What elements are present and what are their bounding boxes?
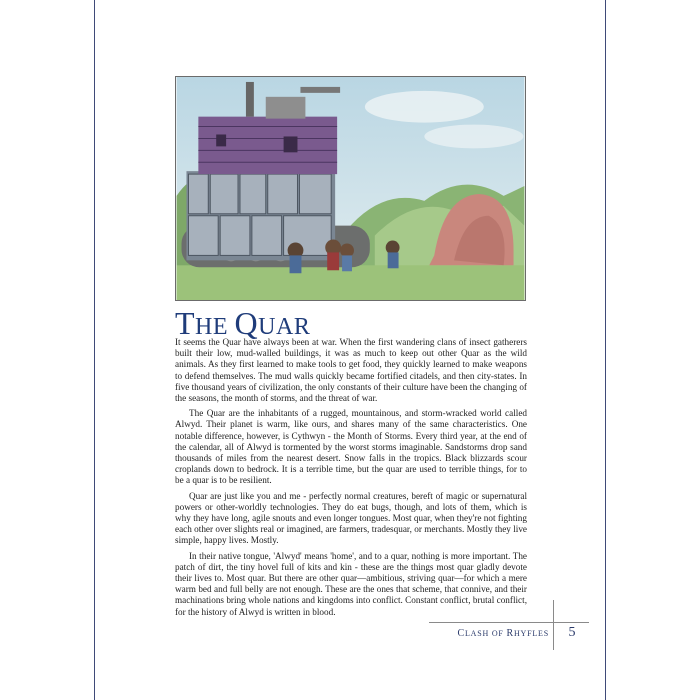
body-paragraph-1: It seems the Quar have always been at war. When the first wandering clans of insect gatherers built their low, mud-walled buildings, it was as much to keep out other Quar as the wild animals. As they first learned to make tools to get food, they quickly learned to make weapons to defend themselves. The mud walls quickly became fortified citadels, and then city-states. In five thousand years of civilization, the only constants of their culture have been the changing of the seasons, the month of storms, and the threat of war. (175, 337, 527, 404)
heading-small-caps-2: UAR (258, 314, 311, 340)
footer-book-title (431, 628, 549, 639)
book-page (94, 0, 606, 700)
footer-title-r: R (506, 628, 514, 639)
footer-title-hyfles: HYFLES (513, 629, 549, 638)
footer-rule-horizontal (429, 622, 589, 623)
heading-small-caps-1: HE (195, 314, 235, 340)
chapter-body (175, 337, 527, 622)
body-paragraph-4: In their native tongue, 'Alwyd' means 'home', and to a quar, nothing is more important. The patch of dirt, the tiny hovel full of kits and kin - these are the things most quar gladly devote their lives to. Most quar. But there are other quar—ambitious, striving quar—for which a mere warm bed and full belly are not enough. These are the ones that scheme, that connive, and their machinations bring whole nations and kingdoms into conflict. Constant conflict, brutal conflict, for the history of Alwyd is written in blood. (175, 550, 527, 617)
body-paragraph-3: Quar are just like you and me - perfectly normal creatures, bereft of magic or supernatural powers or other-worldly technologies. They do eat bugs, though, and lots of them, which is why they have long, agile snouts and even longer tongues. Most quar, when they're not fighting each other over slights real or imagined, are farmers, tradesquar, or merchants. Mostly they live simple, happy lives. Mostly. (175, 490, 527, 546)
heading-initial-t: T (175, 305, 196, 341)
page-number: 5 (568, 625, 576, 640)
war-machine-illustration (176, 77, 525, 300)
footer-rule-vertical (553, 600, 554, 650)
footer-title-lash: LASH OF (464, 629, 507, 638)
heading-initial-q: Q (234, 305, 259, 341)
footer-title-c: C (457, 628, 465, 639)
body-paragraph-2: The Quar are the inhabitants of a rugged, mountainous, and storm-wracked world called Alwyd. Their planet is warm, like ours, and shares many of the same characteristics. One notable difference, however, is Cythwyn - the Month of Storms. Every third year, at the end of the calendar, all of Alwyd is tormented by the worst storms imaginable. Sandstorms drop sand thousands of miles from the nearest desert. Snow falls in the tropics. Black blizzards scour croplands down to bedrock. It is a terrible time, but the quar are used to terrible things, for to be a quar is to be resilient. (175, 408, 527, 486)
chapter-illustration (175, 76, 526, 301)
